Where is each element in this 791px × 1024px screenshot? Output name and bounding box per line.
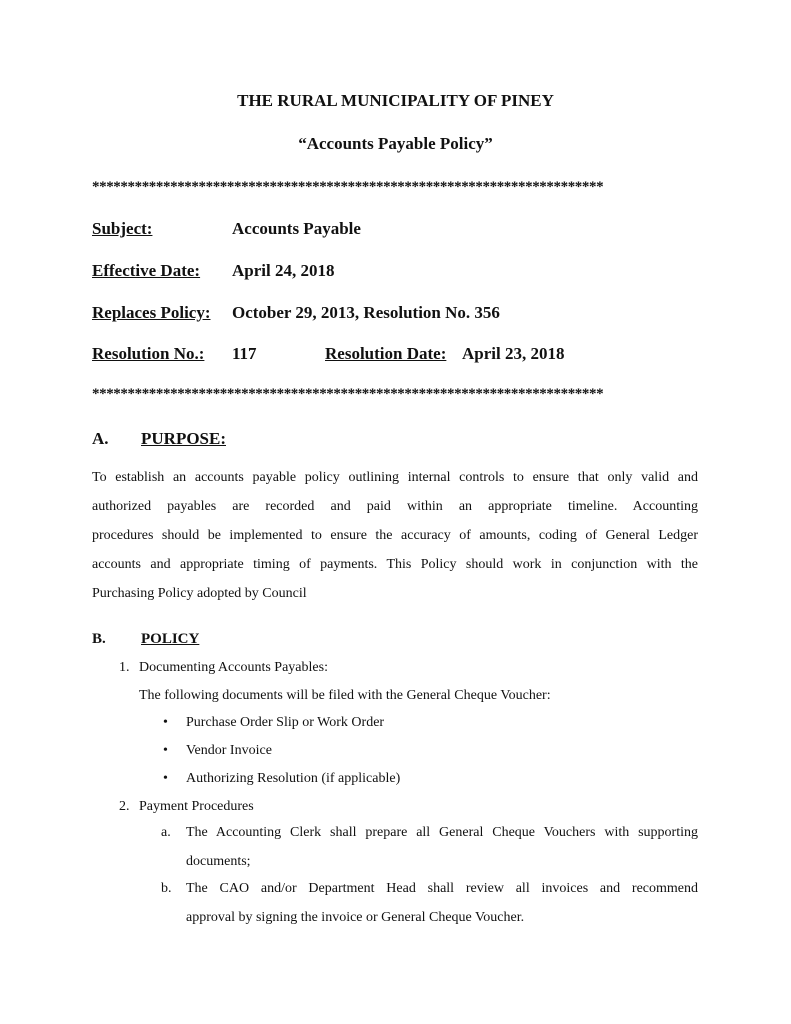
sub-item-a-line: The Accounting Clerk shall prepare all General Cheque Vouchers with supporting: [186, 825, 698, 840]
effective-date-label: Effective Date:: [92, 261, 201, 280]
purpose-line: accounts and appropriate timing of payments. This Policy should work in conjunction with the: [92, 557, 698, 572]
policy-title: “Accounts Payable Policy”: [298, 134, 493, 153]
bullet-item: Purchase Order Slip or Work Order: [186, 715, 385, 730]
bullet-item: Authorizing Resolution (if applicable): [186, 771, 401, 786]
sub-item-a-letter: a.: [161, 825, 171, 840]
section-b-title: POLICY: [141, 631, 200, 647]
purpose-line: procedures should be implemented to ensure the accuracy of amounts, coding of General Ledger: [92, 528, 698, 543]
item-1-intro: The following documents will be filed with the General Cheque Voucher:: [139, 688, 551, 703]
item-1-number: 1.: [119, 660, 130, 675]
effective-date-value: April 24, 2018: [232, 261, 335, 280]
replaces-policy-label: Replaces Policy:: [92, 303, 211, 322]
section-b-letter: B.: [92, 631, 106, 647]
item-2-number: 2.: [119, 799, 130, 814]
resolution-date-value: April 23, 2018: [462, 344, 565, 363]
replaces-policy-value: October 29, 2013, Resolution No. 356: [232, 303, 500, 322]
star-divider-top: ************************************************************************: [92, 179, 604, 195]
purpose-line: To establish an accounts payable policy outlining internal controls to ensure that only valid and: [92, 470, 698, 485]
resolution-number-label: Resolution No.:: [92, 344, 205, 363]
item-1-title: Documenting Accounts Payables:: [139, 660, 328, 675]
item-2-title: Payment Procedures: [139, 799, 254, 814]
section-a-letter: A.: [92, 429, 109, 448]
sub-item-b-line: The CAO and/or Department Head shall review all invoices and recommend: [186, 881, 698, 896]
subject-label: Subject:: [92, 219, 153, 238]
bullet-icon: •: [163, 715, 168, 730]
star-divider-bottom: ************************************************************************: [92, 386, 604, 402]
sub-item-a-line: documents;: [186, 854, 251, 869]
resolution-date-label: Resolution Date:: [325, 344, 447, 363]
bullet-item: Vendor Invoice: [186, 743, 272, 758]
purpose-line: authorized payables are recorded and paid within an appropriate timeline. Accounting: [92, 499, 698, 514]
purpose-paragraph: [92, 463, 698, 608]
bullet-icon: •: [163, 743, 168, 758]
sub-item-b-letter: b.: [161, 881, 172, 896]
resolution-number-value: 117: [232, 344, 257, 363]
sub-item-a-text: [186, 818, 698, 876]
sub-item-b-line: approval by signing the invoice or General Cheque Voucher.: [186, 910, 525, 925]
subject-value: Accounts Payable: [232, 219, 361, 238]
sub-item-b-text: [186, 874, 698, 932]
section-a-title: PURPOSE:: [141, 429, 226, 448]
organization-title: THE RURAL MUNICIPALITY OF PINEY: [237, 91, 554, 110]
purpose-line: Purchasing Policy adopted by Council: [92, 586, 307, 601]
bullet-icon: •: [163, 771, 168, 786]
